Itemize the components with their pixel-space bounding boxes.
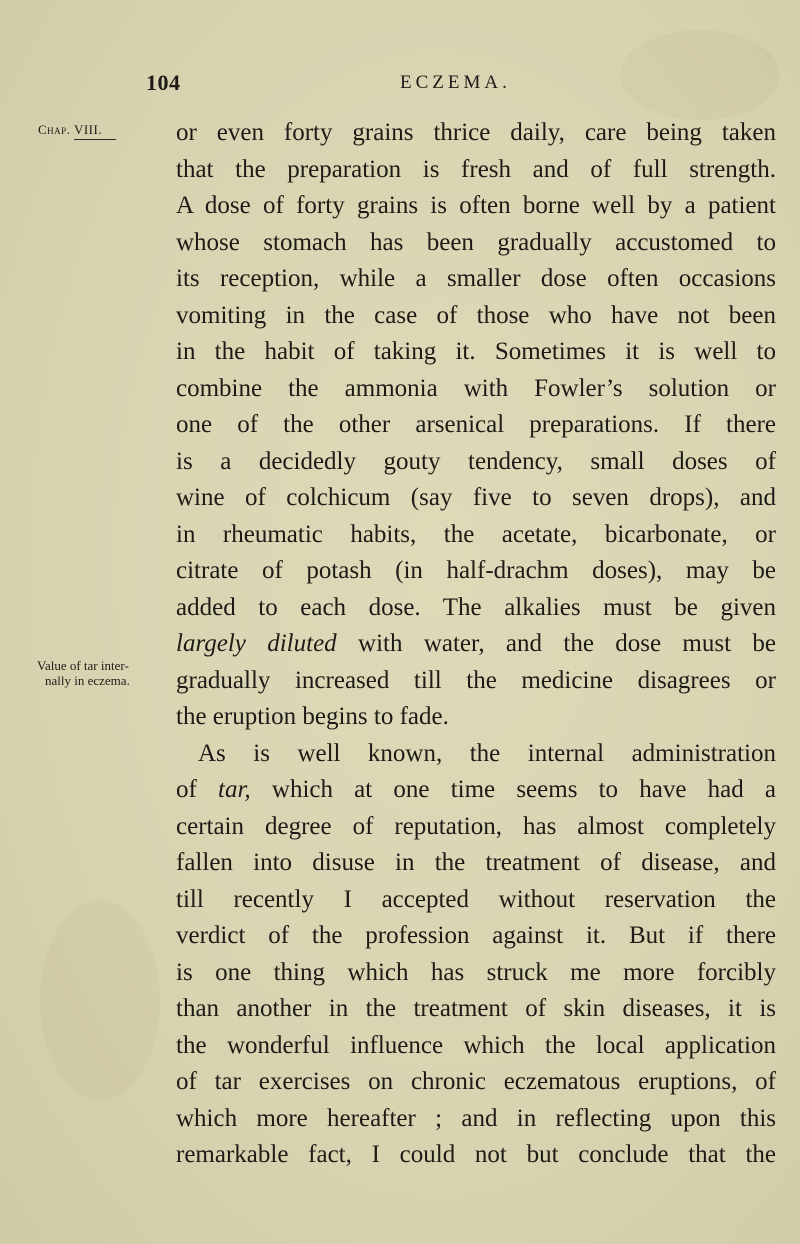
text-line: which more hereafter ; and in reflecting upon this [176,1104,776,1132]
text-line-mixed [176,772,776,809]
page-number: 104 [146,70,181,95]
text-line: in rheumatic habits, the acetate, bicarbonate, or [176,520,776,548]
text-segment: of [176,776,219,803]
text-line: certain degree of reputation, has almost completely [176,812,776,840]
text-line: than another in the treatment of skin diseases, it is [176,995,776,1022]
text-line: or even forty grains thrice daily, care being taken [176,119,776,146]
text-line: gradually increased till the medicine disagrees or [176,666,776,694]
italic-phrase: largely diluted [176,630,337,657]
body-text [176,115,776,1174]
text-segment: with water, and the dose must be [358,630,776,657]
chapter-label [38,122,102,138]
text-line: vomiting in the case of those who have not been [176,301,776,329]
text-line-mixed [176,626,776,663]
text-line: till recently I accepted without reservation the [176,885,776,913]
text-line: remarkable fact, I could not but conclude that the [176,1141,776,1168]
italic-word: tar, [218,776,251,803]
paper-stain [40,900,160,1100]
text-line: the wonderful influence which the local application [176,1031,776,1059]
text-line: whose stomach has been gradually accustomed to [176,228,776,256]
text-line: As is well known, the internal administration [198,739,776,767]
text-line: that the preparation is fresh and of full strength. [176,155,776,183]
text-line: is a decidedly gouty tendency, small doses of [176,447,776,475]
text-line: A dose of forty grains is often borne well by a patient [176,192,776,219]
text-line: in the habit of taking it. Sometimes it is well to [176,338,776,365]
marginal-note [37,658,157,688]
chapter-underline [74,139,116,140]
chapter-label-text: Chap. VIII. [38,122,103,137]
running-head: ECZEMA. [400,72,511,93]
marginal-note-line: nally in eczema. [45,673,130,688]
text-line: verdict of the profession against it. But if there [176,922,776,949]
marginal-note-line: Value of tar inter- [37,658,129,673]
text-line: the eruption begins to fade. [176,703,449,730]
text-line: its reception, while a smaller dose often occasions [176,265,776,292]
text-line: wine of colchicum (say five to seven drops), and [176,484,776,511]
text-line: one of the other arsenical preparations. If there [176,411,776,438]
text-line: is one thing which has struck me more forcibly [176,958,776,986]
text-line: citrate of potash (in half-drachm doses), may be [176,557,776,584]
text-line: of tar exercises on chronic eczematous eruptions, of [176,1068,776,1095]
text-line: fallen into disuse in the treatment of disease, and [176,849,776,876]
text-line: combine the ammonia with Fowler’s solution or [176,374,776,402]
text-line: added to each dose. The alkalies must be given [176,593,776,621]
text-segment: which at one time seems to have had a [271,776,777,803]
page-header [0,70,800,100]
